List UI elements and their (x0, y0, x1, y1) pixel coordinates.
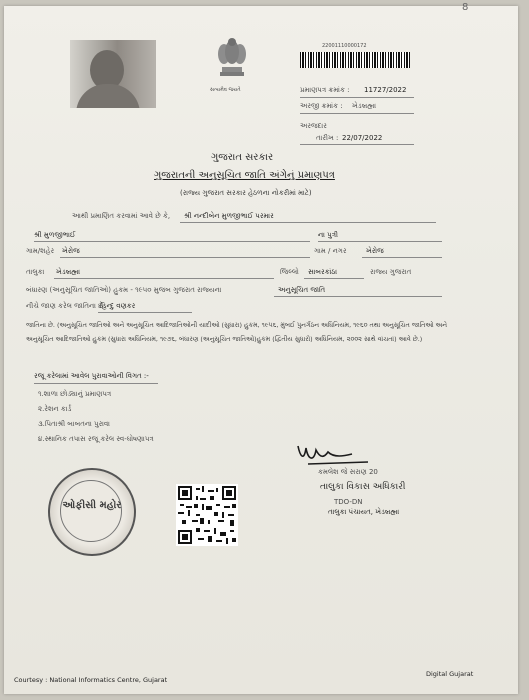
barcode-number: 22001110000172 (322, 43, 367, 49)
holder-name: શ્રી નન્દીબેન મુળજીભાઈ પરમાર (184, 212, 274, 220)
signature-stamp-line: કમલેશ જે સરાણ 20 (318, 468, 378, 476)
document-item: ૨.રેશન કાર્ડ (38, 405, 72, 413)
village-value: ખેરોજ (62, 247, 80, 255)
seal-text: ઓફીસી મહોર (62, 500, 122, 511)
certificate-page (4, 2, 518, 694)
state-label: રાજ્ય ગુજરાત (370, 268, 412, 276)
office-seal (48, 468, 136, 556)
certificate-subtitle: (રાજ્ય ગુજરાત સરકાર હેઠળના નોકરીમાં માટે) (180, 189, 312, 197)
town-value: ખેરોજ (366, 247, 384, 255)
father-name: શ્રી મુળજીભાઈ (34, 231, 76, 239)
legal-paragraph: જાતિના છે. (અનુસૂચિત જાતિઓ અને અનુસૂચિત આદિજાતિઓની યાદીઓ (સુધારા) હુકમ, ૧૯૫૬, મુંબઈ પુનર્ગઠન અધિનિયમ, ૧૯૬૦ તથા અનુસૂચિત જાતિઓ અને અનુસૂચિત આદિજાતિઓ હુકમ (સુધારા અધિનિયમ, ૧૯૭૬, બંધારણ (અનુસૂચિત જાતિઓ)હુકમ (દ્વિતીય સુધારો) અધિનિયમ, ૨૦૦૨ સાથે વાંચતાં) આવે છે.) (26, 321, 447, 343)
community-value: હિન્દુ વણકર (100, 302, 136, 310)
village-label: ગામ/શહેર (26, 247, 55, 255)
corner-note: 8 (462, 2, 469, 13)
applicant-label: અરજદાર (300, 122, 327, 130)
issue-date-label: તારીખ : (316, 134, 339, 142)
officer-designation: તાલુકા વિકાસ અધિકારી (320, 482, 406, 492)
govt-title: ગુજરાત સરકાર (211, 152, 274, 163)
district-value: સાબરકાંઠા (308, 268, 338, 276)
order-label: બંધારણ (અનુસૂચિત જાતિઓ) હુકમ - ૧૯૫૦ મુજબ ગુજરાત રાજ્યના (26, 286, 222, 294)
emblem-caption: સત્યમેવ જયતે (210, 87, 241, 93)
document-item: ૪.સ્થાનિક તપાસ રજૂ કરેલ સ્વ-ઘોષણાપત્ર (38, 435, 154, 443)
certificate-number-value: 11727/2022 (364, 86, 407, 94)
applicant-photo (70, 40, 156, 108)
documents-heading: રજૂ કરેલામાં આવેલ પુરાવાઓની વિગત :- (34, 372, 149, 380)
footer-courtesy: Courtesy : National Informatics Centre, Gujarat (14, 676, 168, 684)
taluka-value: ખેડબ્રહ્મા (56, 268, 81, 276)
issue-date-value: 22/07/2022 (342, 134, 383, 142)
community-label: નીચે જાણ કરેલ જાતિના છે: (26, 302, 106, 310)
certify-label: આથી પ્રમાણિત કરવામાં આવે છે કે, (72, 212, 171, 220)
officer-office: તાલુકા પંચાયત, ખેડબ્રહ્મા (328, 508, 400, 516)
document-item: ૩.પિતાશ્રી બાબતના પુરાવા (38, 420, 111, 428)
application-number-label: અરજી ક્રમાંક : (300, 102, 343, 110)
relation-value: ના પુત્રી (318, 231, 339, 239)
officer-code: TDO-DN (334, 498, 363, 506)
national-emblem-icon (212, 34, 252, 90)
district-label: જિલ્લો (280, 268, 299, 276)
application-number-value: ખેડબ્રહ્મા (352, 102, 377, 110)
barcode (300, 52, 410, 68)
town-label: ગામ / નગર (314, 247, 347, 255)
footer-brand: Digital Gujarat (426, 670, 474, 678)
caste-value: અનુસૂચિત જાતિ (278, 286, 326, 294)
document-item: ૧.શાળા છોડ્યાનું પ્રમાણપત્ર (38, 390, 112, 398)
taluka-label: તાલુકા (26, 268, 45, 276)
qr-code (176, 484, 238, 546)
certificate-number-label: પ્રમાણપત્ર ક્રમાંક : (300, 86, 350, 94)
officer-signature (294, 438, 374, 472)
certificate-title: ગુજરાતની અનુસૂચિત જાતિ અંગેનું પ્રમાણપત્ર (154, 170, 335, 181)
